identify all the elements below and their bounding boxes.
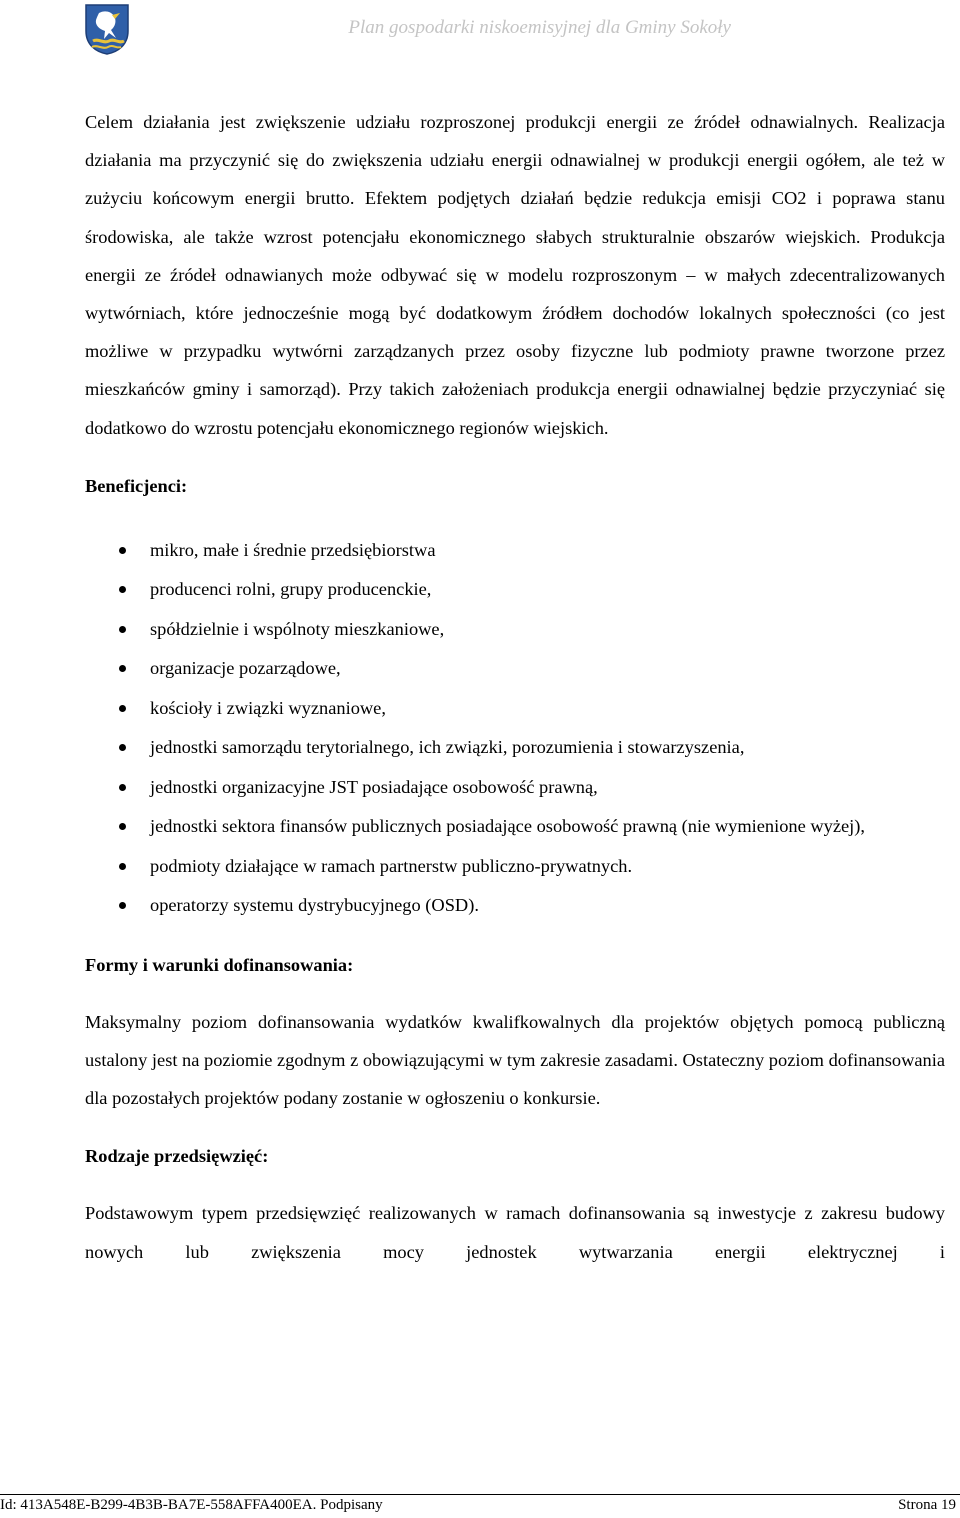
page-header (0, 0, 960, 60)
bullet-icon (119, 744, 126, 751)
coat-of-arms-icon (84, 3, 130, 55)
bullet-icon (119, 665, 126, 672)
list-item: jednostki organizacyjne JST posiadające osobowość prawną, (85, 768, 945, 808)
bullet-icon (119, 705, 126, 712)
beneficiaries-list (85, 531, 945, 926)
page-number: Strona 19 (898, 1497, 956, 1513)
list-item: producenci rolni, grupy producenckie, (85, 570, 945, 610)
funding-paragraph: Maksymalny poziom dofinansowania wydatków kwalifkowalnych dla projektów objętych pomocą publiczną ustalony jest na poziomie zgodnym z obowiązującymi w tym zakresie zasadami. Ostateczny poziom dofinansowania dla pozostałych projektów podany zostanie w ogłoszeniu o konkursie. (85, 1011, 946, 1109)
list-item: kościoły i związki wyznaniowe, (85, 689, 945, 729)
list-item: spółdzielnie i wspólnoty mieszkaniowe, (85, 610, 945, 650)
list-item: mikro, małe i średnie przedsiębiorstwa (85, 531, 945, 571)
document-title: Plan gospodarki niskoemisyjnej dla Gminy Sokoły (348, 17, 731, 38)
bullet-icon (119, 863, 126, 870)
intro-paragraph: Celem działania jest zwiększenie udziału rozproszonej produkcji energii ze źródeł odnawialnych. Realizacja działania ma przyczynić się do zwiększenia udziału energii odnawialnej w produkcji energii ogółem, ale też w zużyciu końcowym energii brutto. Efektem podjętych działań będzie redukcja emisji CO2 i poprawa stanu środowiska, ale także wzrost potencjału ekonomicznego słabych strukturalnie obszarów wiejskich. Produkcja energii ze źródeł odnawianych może odbywać się w modelu rozproszonym – w małych zdecentralizowanych wytwórniach, które jednocześnie mogą być dodatkowym źródłem dochodów lokalnych społeczności (co jest możliwe w przypadku wytwórni zarządzanych przez osoby fizyczne lub podmioty prawne tworzone przez mieszkańców gminy i samorząd). Przy takich założeniach produkcja energii odnawialnej będzie przyczyniać się dodatkowo do wzrostu potencjału ekonomicznego regionów wiejskich. (85, 112, 945, 438)
list-item: jednostki samorządu terytorialnego, ich związki, porozumienia i stowarzyszenia, (85, 728, 945, 768)
types-paragraph: Podstawowym typem przedsięwzięć realizowanych w ramach dofinansowania są inwestycje z zakresu budowy nowych lub zwiększenia mocy jednostek wytwarzania energii elektrycznej i (85, 1203, 945, 1262)
bullet-icon (119, 823, 126, 830)
types-heading: Rodzaje przedsięwzięć: (85, 1146, 269, 1167)
bullet-icon (119, 784, 126, 791)
bullet-icon (119, 626, 126, 633)
list-item: organizacje pozarządowe, (85, 649, 945, 689)
list-item: jednostki sektora finansów publicznych posiadające osobowość prawną (nie wymienione wyżej), (85, 807, 945, 847)
bullet-icon (119, 586, 126, 593)
footer-divider (0, 1494, 960, 1495)
list-item: podmioty działające w ramach partnerstw publiczno-prywatnych. (85, 847, 945, 887)
bullet-icon (119, 902, 126, 909)
bullet-icon (119, 547, 126, 554)
page-content (85, 103, 945, 1271)
document-id: Id: 413A548E-B299-4B3B-BA7E-558AFFA400EA. Podpisany (0, 1497, 383, 1513)
beneficiaries-heading: Beneficjenci: (85, 475, 188, 496)
funding-heading: Formy i warunki dofinansowania: (85, 954, 354, 975)
list-item: operatorzy systemu dystrybucyjnego (OSD). (85, 886, 945, 926)
